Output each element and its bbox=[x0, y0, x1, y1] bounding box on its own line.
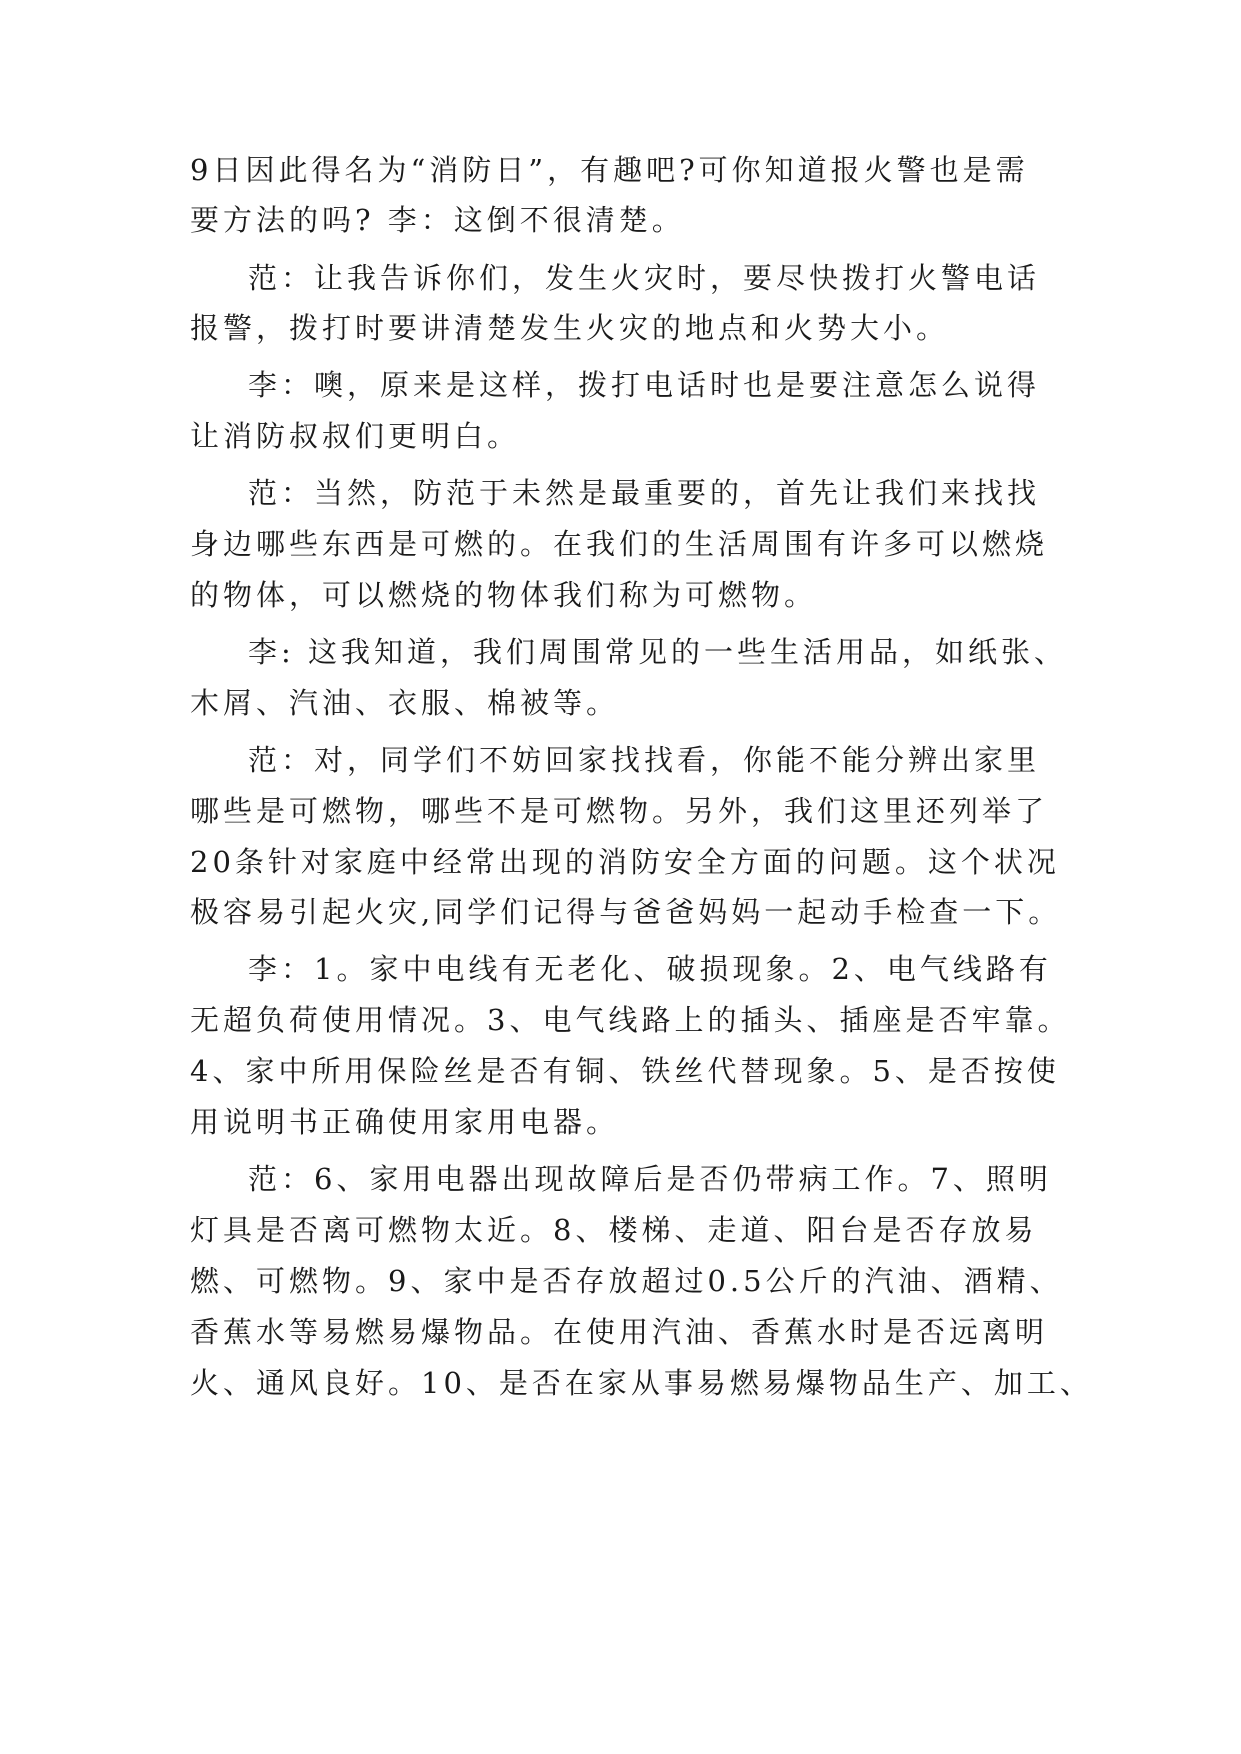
text-line: 20条针对家庭中经常出现的消防安全方面的问题。这个状况 bbox=[190, 845, 1060, 879]
text-line: 无超负荷使用情况。3、电气线路上的插头、插座是否牢靠。 bbox=[190, 1003, 1071, 1037]
text-line: 哪些是可燃物，哪些不是可燃物。另外，我们这里还列举了 bbox=[190, 794, 1049, 828]
paragraph-start-line: 李: 这我知道，我们周围常见的一些生活用品，如纸张、 bbox=[248, 635, 1067, 669]
text-line: 要方法的吗? 李：这倒不很清楚。 bbox=[190, 203, 685, 237]
paragraph-start-line: 李：1。家中电线有无老化、破损现象。2、电气线路有 bbox=[248, 952, 1052, 986]
text-line: 灯具是否离可燃物太近。8、楼梯、走道、阳台是否存放易 bbox=[190, 1213, 1038, 1247]
text-line: 报警，拨打时要讲清楚发生火灾的地点和火势大小。 bbox=[190, 311, 950, 345]
text-line: 用说明书正确使用家用电器。 bbox=[190, 1105, 620, 1139]
text-line: 9日因此得名为“消防日”，有趣吧?可你知道报火警也是需 bbox=[190, 153, 1029, 187]
paragraph-start-line: 范：对，同学们不妨回家找找看，你能不能分辨出家里 bbox=[248, 743, 1041, 777]
text-line: 香蕉水等易燃易爆物品。在使用汽油、香蕉水时是否远离明 bbox=[190, 1315, 1049, 1349]
text-line: 燃、可燃物。9、家中是否存放超过0.5公斤的汽油、酒精、 bbox=[190, 1264, 1063, 1298]
text-line: 4、家中所用保险丝是否有铜、铁丝代替现象。5、是否按使 bbox=[190, 1054, 1060, 1088]
paragraph-start-line: 范：当然，防范于未然是最重要的，首先让我们来找找 bbox=[248, 476, 1041, 510]
text-line: 极容易引起火灾,同学们记得与爸爸妈妈一起动手检查一下。 bbox=[190, 895, 1062, 929]
text-line: 火、通风良好。10、是否在家从事易燃易爆物品生产、加工、 bbox=[190, 1366, 1093, 1400]
text-line: 让消防叔叔们更明白。 bbox=[190, 419, 521, 453]
text-line: 的物体，可以燃烧的物体我们称为可燃物。 bbox=[190, 578, 818, 612]
paragraph-start-line: 范：让我告诉你们，发生火灾时，要尽快拨打火警电话 bbox=[248, 261, 1041, 295]
text-line: 身边哪些东西是可燃的。在我们的生活周围有许多可以燃烧 bbox=[190, 527, 1049, 561]
paragraph-start-line: 李：噢，原来是这样，拨打电话时也是要注意怎么说得 bbox=[248, 368, 1041, 402]
paragraph-start-line: 范：6、家用电器出现故障后是否仍带病工作。7、照明 bbox=[248, 1162, 1052, 1196]
text-line: 木屑、汽油、衣服、棉被等。 bbox=[190, 686, 620, 720]
